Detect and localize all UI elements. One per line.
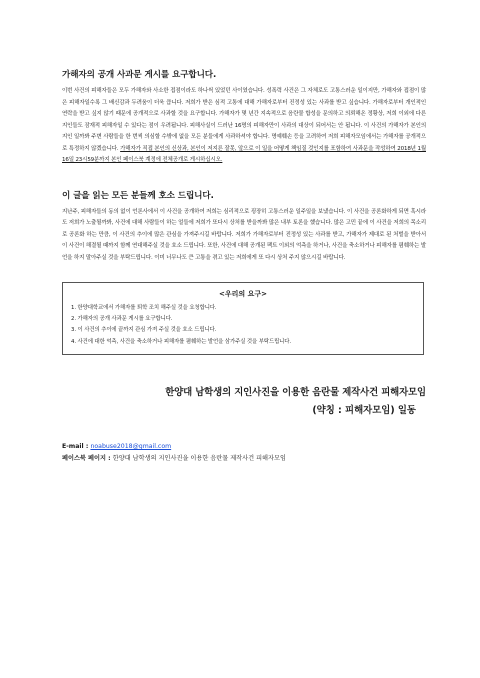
section1-heading: 가해자의 공개 사과문 게시를 요구합니다. (62, 70, 217, 80)
signature-org: 한양대 남학생의 지인사진을 이용한 음란물 제작사건 피해자모임 (165, 386, 426, 398)
facebook-label: 페이스북 페이지 : (62, 454, 113, 462)
demand-item: 4. 사건에 대한 억측, 사건을 축소하거나 피해자를 폄훼하는 발언을 삼가주실 것을 부탁드립니다. (71, 338, 291, 345)
email-link[interactable]: noabuse2018@gmail.com (90, 442, 172, 450)
section2-paragraph: 지난주, 피해자들의 동의 없이 언론사에서 이 사건을 공개하여 저희는 심리적으로 굉장히 고통스러운 일주일을 보냈습니다. 이 사건을 공론화하게 되면 혹시라도 저희가 노출될까봐, 사건에 대해 사람들이 하는 얼들에 저희가 또다시 상처를 받을까봐 많은 내부 토론을 했습니다. 많은 고민 끝에 이 사건을 저희의 목소리로 공론화 하는 만큼, 이 사건의 추이에 많은 관심을 가져주시길 바랍니다. 저희가 가해자로부터 진정성 있는 사과를 받고, 가해자가 제대로 된 처벌을 받아서 이 사건이 해결될 때까지 함께 연대해주실 것을 호소 드립니다. 또한, 사건에 대해 공개된 팩트 이외의 억측을 하거나, 사건을 축소하거나 피해자를 폄훼하는 발언을 하지 말아주실 것을 부탁드립니다. 이미 너무나도 큰 고통을 겪고 있는 저희에게 또 다시 상처 주지 않으시길 바랍니다. (62, 208, 426, 261)
demand-item: 2. 가해자의 공개 사과문 게시를 요구합니다. (71, 316, 173, 323)
email-label: E-mail : (62, 442, 91, 450)
demand-item: 1. 한양대학교에서 가해자를 퇴학 조치 해주실 것을 요청합니다. (71, 305, 217, 311)
email-line (62, 441, 426, 453)
section1-text: 이번 사건의 피해자들은 모두 가해자와 사소한 접점이라도 하나씩 있었던 사이였습니다. 성폭력 사건은 그 자체로도 고통스러운 일이지만, 가해자와 접점이 많은 피해자일수록 그 배신감과 두려움이 더욱 큽니다. 저희가 받은 심적 고통에 대해 가해자로부터 진정성 있는 사과를 받고 싶습니다. 가해자로부터 개인적인 연락을 받고 싶지 않기 때문에 공개적으로 사과할 것을 요구합니다. 가해자가 몇 년간 지속적으로 음란물 합성을 문의하고 의뢰해온 정황상, 저희 이외에 다른 지인들도 잠재적 피해자일 수 있다는 점이 우려됩니다. 피해사실이 드러난 16명의 피해자만이 사과의 대상이 되어서는 안 됩니다. 이 사건의 가해자가 본인의 지인 일까봐 주변 사람들을 한 번씩 의심할 수밖에 없을 모든 분들에게 사과하셔야 합니다. 명예훼손 등을 고려하여 저희 피해자모임에서는 가해자를 공개적으로 특정하지 않겠습니다. (62, 88, 426, 152)
demands-title: <우리의 요구> (219, 290, 267, 298)
demands-box (62, 282, 424, 355)
demands-list (71, 303, 415, 348)
document-body (62, 68, 426, 465)
section1-paragraph (62, 86, 426, 167)
facebook-line (62, 453, 426, 465)
demand-item: 3. 이 사건의 추이에 끝까지 관심 가져 주실 것을 호소 드립니다. (71, 327, 217, 334)
contact-block (62, 441, 426, 465)
facebook-page-name: 한양대 남학생의 지인사진을 이용한 음란물 제작사건 피해자모임 (112, 454, 286, 462)
section2-heading: 이 글을 읽는 모든 분들께 호소 드립니다. (62, 190, 214, 201)
signature-short-name: (약칭 : 피해자모임) 일동 (312, 404, 416, 416)
section1-underlined-demand: 가해자가 직접 본인의 신상과, 본인이 저지른 잘못, 앞으로 이 일을 어떻게 책임질 것인지를 포함하여 사과문을 작성하여 2018년 1월 16일 23시59분까지 본인 페이스북 계정에 전체공개로 게시하십시오. (62, 145, 426, 163)
